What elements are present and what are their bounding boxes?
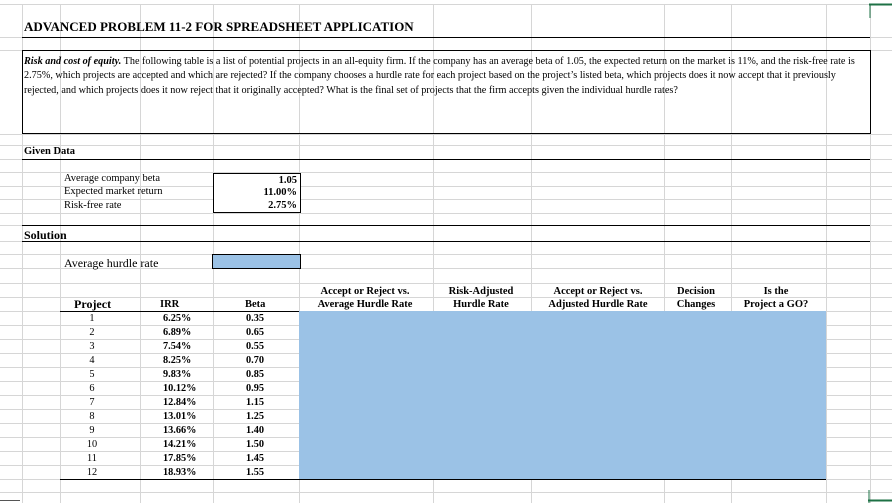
- project-number: 8: [89, 411, 95, 422]
- irr-cell[interactable]: 17.85%: [163, 453, 197, 464]
- irr-cell[interactable]: 6.89%: [163, 327, 192, 338]
- header-accept-average: Accept or Reject vs. Average Hurdle Rate: [317, 286, 413, 310]
- risk-free-input[interactable]: 2.75%: [213, 199, 301, 213]
- irr-cell[interactable]: 9.83%: [163, 369, 192, 380]
- irr-cell[interactable]: 7.54%: [163, 341, 192, 352]
- page-title: ADVANCED PROBLEM 11-2 FOR SPREADSHEET APPLICATION: [24, 19, 414, 34]
- hurdle-input[interactable]: [212, 254, 301, 269]
- beta-cell[interactable]: 1.25: [246, 411, 265, 422]
- project-number: 4: [89, 355, 95, 366]
- beta-cell[interactable]: 1.50: [246, 439, 265, 450]
- given-data-heading: Given Data: [24, 146, 76, 157]
- irr-cell[interactable]: 10.12%: [163, 383, 197, 394]
- irr-cell[interactable]: 8.25%: [163, 355, 192, 366]
- header-beta: Beta: [245, 299, 266, 310]
- beta-cell[interactable]: 1.45: [246, 453, 265, 464]
- problem-text: The following table is a list of potential projects in an all-equity firm. If the company has an average beta of 1.05, the expected return on the market is 11%, and the risk-free rate is 2.75%, which projects are accepted and which are rejected? If the company chooses a hurdle rate for each project based on the project’s listed beta, which projects does it now accept that it previously rejected, and which projects does it now reject that it originally accepted? What is the final set of projects that the firm accepts given the individual hurdle rates?: [24, 56, 855, 96]
- header-project-go: Is the Project a GO?: [743, 286, 809, 310]
- irr-cell[interactable]: 6.25%: [163, 313, 192, 324]
- irr-cell[interactable]: 13.66%: [163, 425, 197, 436]
- beta-cell[interactable]: 0.95: [246, 383, 265, 394]
- beta-cell[interactable]: 1.15: [246, 397, 265, 408]
- project-number: 9: [89, 425, 95, 436]
- irr-cell[interactable]: 14.21%: [163, 439, 197, 450]
- risk-free-label: Risk-free rate: [64, 200, 122, 211]
- header-irr: IRR: [160, 299, 180, 310]
- project-number: 6: [89, 383, 95, 394]
- project-number: 2: [89, 327, 95, 338]
- market-return-input[interactable]: 11.00%: [213, 186, 301, 200]
- project-number: 3: [89, 341, 95, 352]
- beta-cell[interactable]: 1.40: [246, 425, 265, 436]
- beta-cell[interactable]: 0.35: [246, 313, 265, 324]
- beta-cell[interactable]: 0.55: [246, 341, 265, 352]
- irr-cell[interactable]: 18.93%: [163, 467, 197, 478]
- solution-heading: Solution: [24, 228, 67, 242]
- problem-lead: Risk and cost of equity.: [24, 56, 122, 67]
- market-return-label: Expected market return: [64, 186, 163, 197]
- header-accept-adjusted: Accept or Reject vs. Adjusted Hurdle Rate: [548, 286, 648, 310]
- irr-cell[interactable]: 12.84%: [163, 397, 197, 408]
- project-number: 10: [86, 439, 98, 450]
- beta-cell[interactable]: 0.65: [246, 327, 265, 338]
- project-number: 7: [89, 397, 95, 408]
- project-number: 5: [89, 369, 95, 380]
- project-number: 12: [86, 467, 98, 478]
- header-decision-changes: Decision Changes: [676, 286, 716, 310]
- beta-cell[interactable]: 0.85: [246, 369, 265, 380]
- project-number: 11: [87, 453, 97, 464]
- irr-cell[interactable]: 13.01%: [163, 411, 197, 422]
- header-risk-adjusted: Risk-Adjusted Hurdle Rate: [448, 286, 514, 310]
- answer-area[interactable]: [299, 311, 826, 479]
- beta-cell[interactable]: 0.70: [246, 355, 265, 366]
- hurdle-label: Average hurdle rate: [64, 256, 159, 270]
- beta-label: Average company beta: [64, 173, 161, 184]
- beta-cell[interactable]: 1.55: [246, 467, 265, 478]
- project-number: 1: [89, 313, 95, 324]
- beta-input[interactable]: 1.05: [213, 173, 301, 188]
- problem-statement: [24, 55, 864, 98]
- header-project: Project: [74, 297, 112, 311]
